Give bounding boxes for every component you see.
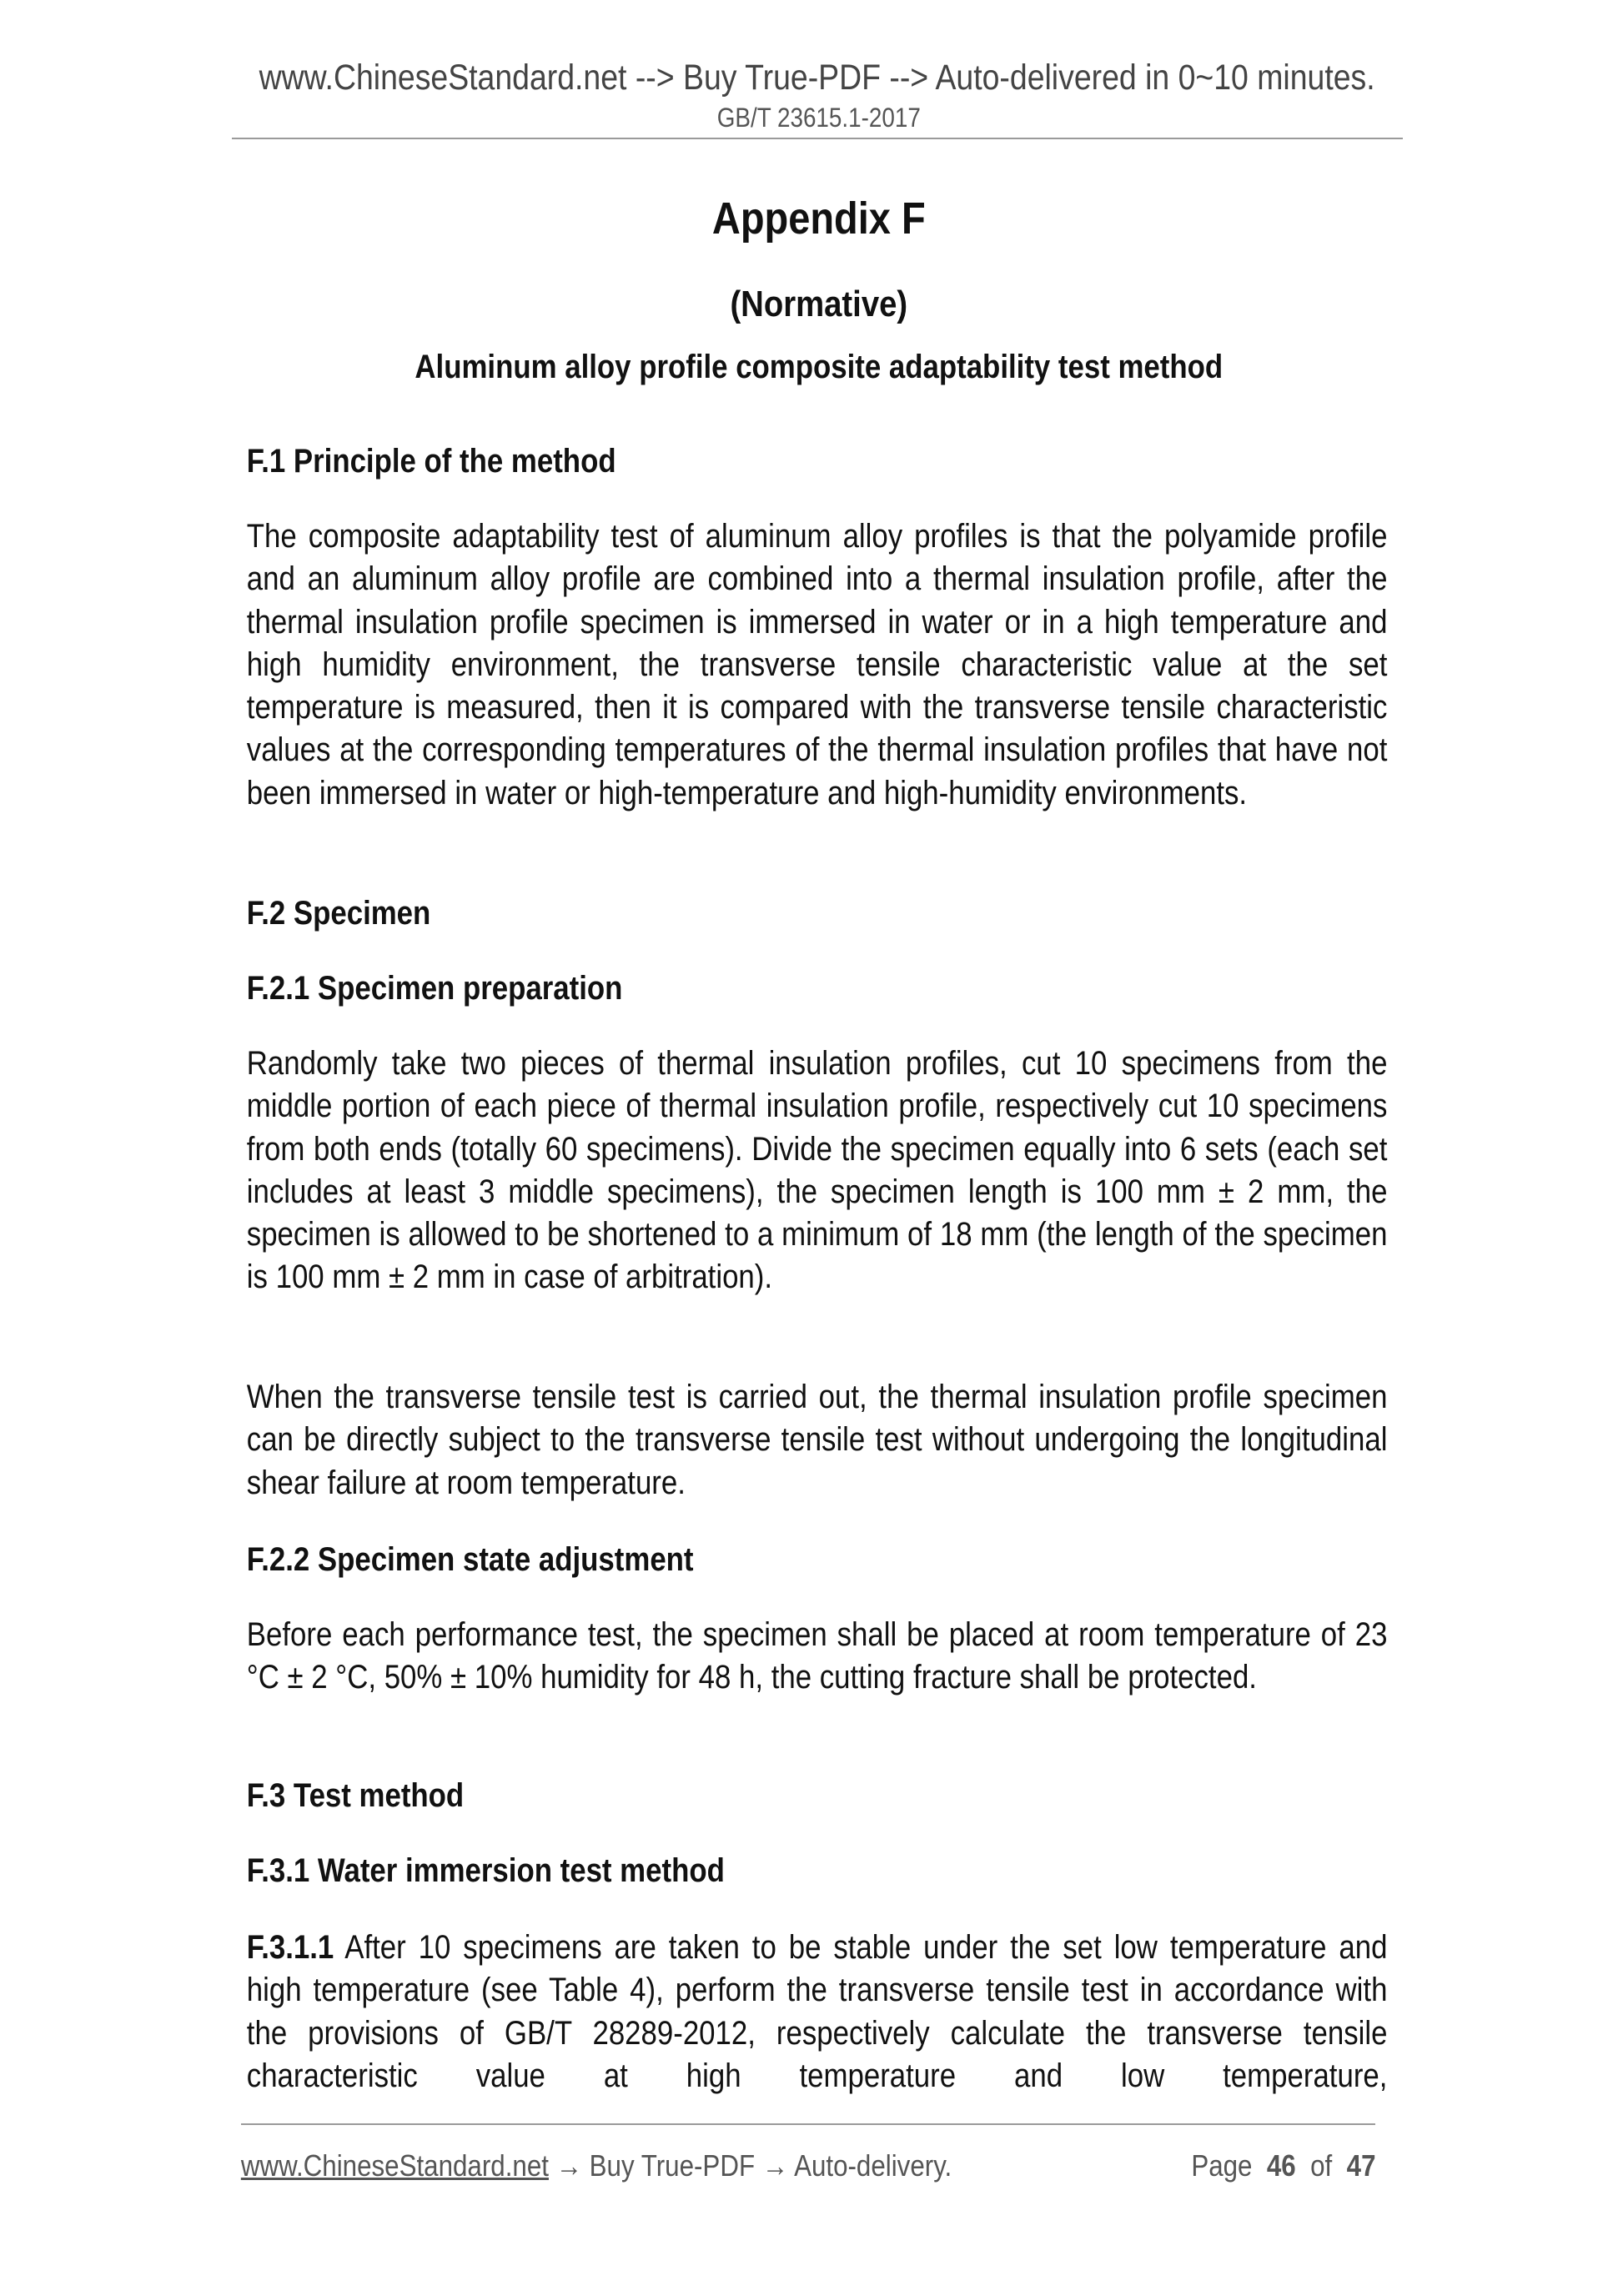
standard-code: GB/T 23615.1-2017	[716, 103, 921, 133]
paragraph-f2-1-b: When the transverse tensile test is carried out, the thermal insulation profile specimen can be directly subject to the transverse tensile test without undergoing the longitudinal shear failure at room temperature.	[246, 1379, 1388, 1501]
header-banner[interactable]: www.ChineseStandard.net --> Buy True-PDF --> Auto-delivered in 0~10 minutes.	[259, 58, 1375, 98]
heading-f2-1: F.2.1 Specimen preparation	[246, 970, 623, 1007]
paragraph-f2-1-a: Randomly take two pieces of thermal insulation profiles, cut 10 specimens from the middle portion of each piece of thermal insulation profile, respectively cut 10 specimens from both ends (totally 60 specimens). Divide the specimen equally into 6 sets (each set includes at least 3 middle specimens), the specimen length is 100 mm ± 2 mm, the specimen is allowed to be shortened to a minimum of 18 mm (the length of the specimen is 100 mm ± 2 mm in case of arbitration).	[246, 1045, 1388, 1296]
paragraph-f2-2: Before each performance test, the specimen shall be placed at room temperature of 23 °C ± 2 °C, 50% ± 10% humidity for 48 h, the cutting fracture shall be protected.	[246, 1616, 1388, 1696]
paragraph-f3-1-1	[247, 1927, 1388, 2098]
paragraph-f1: The composite adaptability test of aluminum alloy profiles is that the polyamide profile and an aluminum alloy profile are combined into a thermal insulation profile, after the thermal insulation profile specimen is immersed in water or in a high temperature and high humidity environment, the transverse tensile characteristic value at the set temperature is measured, then it is compared with the transverse tensile characteristic values at the corresponding temperatures of the thermal insulation profiles that have not been immersed in water or high-temperature and high-humidity environments.	[246, 518, 1388, 811]
clause-text: After 10 specimens are taken to be stable under the set low temperature and high temperature (see Table 4), perform the transverse tensile test in accordance with the provisions of GB/T 28289-2012, respectively calculate the transverse tensile characteristic value at high temperature and low temperature,	[246, 1929, 1388, 2094]
page-total: 47	[1346, 2148, 1376, 2183]
footer-text: → Buy True-PDF → Auto-delivery.	[548, 2148, 952, 2183]
appendix-subtitle: Aluminum alloy profile composite adaptability test method	[415, 349, 1224, 385]
page-current: 46	[1266, 2148, 1296, 2183]
page-label: Page	[1191, 2148, 1253, 2183]
heading-f2-2: F.2.2 Specimen state adjustment	[246, 1541, 694, 1578]
heading-f3-1: F.3.1 Water immersion test method	[246, 1852, 725, 1889]
page-indicator	[1191, 2148, 1375, 2184]
footer	[241, 2148, 1376, 2184]
footer-link[interactable]: www.ChineseStandard.net	[240, 2148, 549, 2183]
heading-f2: F.2 Specimen	[246, 895, 431, 932]
page-of: of	[1310, 2148, 1333, 2183]
heading-f1: F.1 Principle of the method	[246, 443, 616, 480]
clause-label: F.3.1.1	[246, 1929, 334, 1966]
heading-f3: F.3 Test method	[246, 1777, 465, 1814]
appendix-title: Appendix F	[711, 193, 926, 244]
appendix-type: (Normative)	[730, 284, 908, 324]
